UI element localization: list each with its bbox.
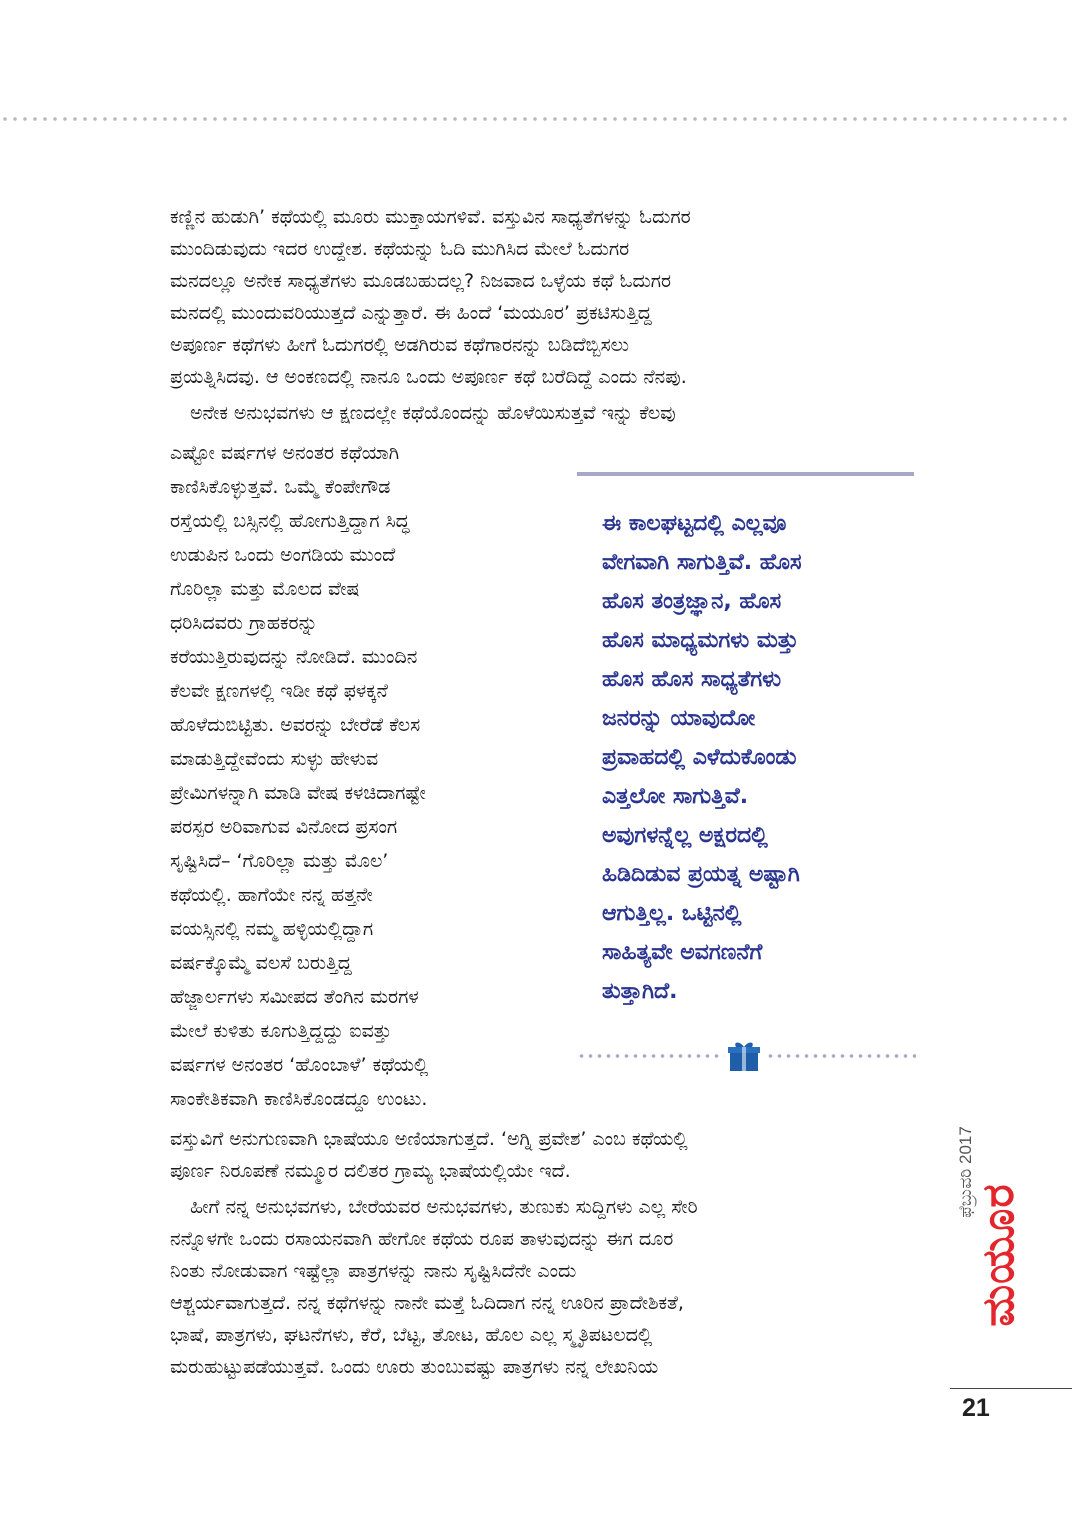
text-line: ಹೀಗೆ ನನ್ನ ಅನುಭವಗಳು, ಬೇರೆಯವರ ಅನುಭವಗಳು, ತುಣುಕು ಸುದ್ದಿಗಳು ಎಲ್ಲ ಸೇರಿ <box>190 1196 698 1218</box>
closing-paragraph <box>170 1126 910 1396</box>
text-line: ಪ್ರಯತ್ನಿಸಿದವು. ಆ ಅಂಕಣದಲ್ಲಿ ನಾನೂ ಒಂದು ಅಪೂರ್ಣ ಕಥೆ ಬರೆದಿದ್ದೆ ಎಂದು ನೆನಪು. <box>170 366 687 388</box>
pull-quote-line: ಪ್ರವಾಹದಲ್ಲಿ ಎಳೆದುಕೊಂಡು <box>602 745 797 770</box>
text-line: ಪೂರ್ಣ ನಿರೂಪಣೆ ನಮ್ಮೂರ ದಲಿತರ ಗ್ರಾಮ್ಯ ಭಾಷೆಯಲ್ಲಿಯೇ ಇದೆ. <box>170 1160 571 1182</box>
magazine-title: ಮಯೂರ <box>973 1183 1024 1327</box>
pull-quote-line: ಆಗುತ್ತಿಲ್ಲ. ಒಟ್ಟಿನಲ್ಲಿ <box>602 901 742 926</box>
text-line: ರಸ್ತೆಯಲ್ಲಿ ಬಸ್ಸಿನಲ್ಲಿ ಹೋಗುತ್ತಿದ್ದಾಗ ಸಿದ್ಧ <box>170 510 410 532</box>
text-line: ನಿಂತು ನೋಡುವಾಗ ಇಷ್ಟೆಲ್ಲಾ ಪಾತ್ರಗಳನ್ನು ನಾನು ಸೃಷ್ಟಿಸಿದೆನೇ ಎಂದು <box>170 1260 577 1282</box>
text-line: ಉಡುಪಿನ ಒಂದು ಅಂಗಡಿಯ ಮುಂದೆ <box>170 544 396 566</box>
text-line: ಪರಸ್ಪರ ಅರಿವಾಗುವ ವಿನೋದ ಪ್ರಸಂಗ <box>170 816 398 838</box>
gift-icon <box>727 1040 761 1072</box>
pull-quote-line: ಹೊಸ ಮಾಧ್ಯಮಗಳು ಮತ್ತು <box>602 628 799 653</box>
pull-quote-line: ಅವುಗಳನ್ನೆಲ್ಲ ಅಕ್ಷರದಲ್ಲಿ <box>602 823 768 848</box>
text-line: ಕಥೆಯಲ್ಲಿ. ಹಾಗೆಯೇ ನನ್ನ ಹತ್ತನೇ <box>170 884 373 906</box>
left-column <box>170 440 540 1120</box>
text-line: ಮರುಹುಟ್ಟುಪಡೆಯುತ್ತವೆ. ಒಂದು ಊರು ತುಂಬುವಷ್ಟು ಪಾತ್ರಗಳು ನನ್ನ ಲೇಖನಿಯ <box>170 1356 659 1378</box>
text-line: ಕೆಲವೇ ಕ್ಷಣಗಳಲ್ಲಿ ಇಡೀ ಕಥೆ ಫಳಕ್ಕನೆ <box>170 680 388 702</box>
text-line: ಸೃಷ್ಟಿಸಿದೆ– ‘ಗೊರಿಲ್ಲಾ ಮತ್ತು ಮೊಲ’ <box>170 850 389 872</box>
text-line: ನನ್ನೊಳಗೇ ಒಂದು ರಸಾಯನವಾಗಿ ಹೇಗೋ ಕಥೆಯ ರೂಪ ತಾಳುವುದನ್ನು ಈಗ ದೂರ <box>170 1228 674 1250</box>
page-number: 21 <box>962 1394 990 1422</box>
pull-quote-line: ತುತ್ತಾಗಿದೆ. <box>602 979 678 1004</box>
text-line: ಮುಂದಿಡುವುದು ಇದರ ಉದ್ದೇಶ. ಕಥೆಯನ್ನು ಓದಿ ಮುಗಿಸಿದ ಮೇಲೆ ಓದುಗರ <box>170 238 630 260</box>
pull-quote-dotted-rule-right <box>766 1053 916 1059</box>
text-line: ಮಾಡುತ್ತಿದ್ದೇವೆಂದು ಸುಳ್ಳು ಹೇಳುವ <box>170 748 379 770</box>
pull-quote-top-rule <box>577 472 914 476</box>
intro-paragraph <box>170 204 910 434</box>
text-line: ವರ್ಷಕ್ಕೊಮ್ಮೆ ವಲಸೆ ಬರುತ್ತಿದ್ದ <box>170 952 352 974</box>
text-line: ಕರೆಯುತ್ತಿರುವುದನ್ನು ನೋಡಿದೆ. ಮುಂದಿನ <box>170 646 418 668</box>
text-line: ಎಷ್ಟೋ ವರ್ಷಗಳ ಅನಂತರ ಕಥೆಯಾಗಿ <box>170 442 400 464</box>
pull-quote-line: ಈ ಕಾಲಘಟ್ಟದಲ್ಲಿ ಎಲ್ಲವೂ <box>602 511 787 536</box>
text-line: ಹೆಜ್ಜಾರ್ಲಗಳು ಸಮೀಪದ ತೆಂಗಿನ ಮರಗಳ <box>170 986 419 1008</box>
text-line: ಸಾಂಕೇತಿಕವಾಗಿ ಕಾಣಿಸಿಕೊಂಡದ್ದೂ ಉಂಟು. <box>170 1088 428 1110</box>
text-line: ವರ್ಷಗಳ ಅನಂತರ ‘ಹೊಂಬಾಳೆ’ ಕಥೆಯಲ್ಲಿ <box>170 1054 429 1076</box>
text-line: ವಸ್ತುವಿಗೆ ಅನುಗುಣವಾಗಿ ಭಾಷೆಯೂ ಅಣಿಯಾಗುತ್ತದೆ. ‘ಅಗ್ನಿ ಪ್ರವೇಶ’ ಎಂಬ ಕಥೆಯಲ್ಲಿ <box>170 1128 688 1150</box>
text-line: ಗೊರಿಲ್ಲಾ ಮತ್ತು ಮೊಲದ ವೇಷ <box>170 578 360 600</box>
pull-quote-line: ಜನರನ್ನು ಯಾವುದೋ <box>602 706 756 731</box>
text-line: ಆಶ್ಚರ್ಯವಾಗುತ್ತದೆ. ನನ್ನ ಕಥೆಗಳನ್ನು ನಾನೇ ಮತ್ತೆ ಓದಿದಾಗ ನನ್ನ ಊರಿನ ಪ್ರಾದೇಶಿಕತೆ, <box>170 1292 684 1314</box>
text-line: ಮನದಲ್ಲೂ ಅನೇಕ ಸಾಧ್ಯತೆಗಳು ಮೂಡಬಹುದಲ್ಲ? ನಿಜವಾದ ಒಳ್ಳೆಯ ಕಥೆ ಓದುಗರ <box>170 270 672 292</box>
text-line: ಧರಿಸಿದವರು ಗ್ರಾಹಕರನ್ನು <box>170 612 318 634</box>
pull-quote-line: ಹೊಸ ತಂತ್ರಜ್ಞಾನ, ಹೊಸ <box>602 589 782 614</box>
text-line: ಭಾಷೆ, ಪಾತ್ರಗಳು, ಘಟನೆಗಳು, ಕೆರೆ, ಬೆಟ್ಟ, ತೋಟ, ಹೊಲ ಎಲ್ಲ ಸ್ಮೃತಿಪಟಲದಲ್ಲಿ <box>170 1324 653 1346</box>
pull-quote-line: ಎತ್ತಲೋ ಸಾಗುತ್ತಿವೆ. <box>602 784 749 809</box>
text-line: ಕಾಣಿಸಿಕೊಳ್ಳುತ್ತವೆ. ಒಮ್ಮೆ ಕೆಂಪೇಗೌಡ <box>170 476 391 498</box>
pull-quote-dotted-rule-left <box>577 1053 724 1059</box>
text-line: ಮೇಲೆ ಕುಳಿತು ಕೂಗುತ್ತಿದ್ದದ್ದು ಐವತ್ತು <box>170 1020 392 1042</box>
pull-quote <box>602 510 912 1030</box>
text-line: ಅನೇಕ ಅನುಭವಗಳು ಆ ಕ್ಷಣದಲ್ಲೇ ಕಥೆಯೊಂದನ್ನು ಹೊಳೆಯಿಸುತ್ತವೆ ಇನ್ನು ಕೆಲವು <box>190 402 676 424</box>
pull-quote-line: ವೇಗವಾಗಿ ಸಾಗುತ್ತಿವೆ. ಹೊಸ <box>602 550 802 575</box>
page-number-rule <box>950 1388 1072 1389</box>
pull-quote-line: ಹೊಸ ಹೊಸ ಸಾಧ್ಯತೆಗಳು <box>602 667 782 692</box>
top-dotted-divider <box>0 116 1072 122</box>
text-line: ಅಪೂರ್ಣ ಕಥೆಗಳು ಹೀಗೆ ಓದುಗರಲ್ಲಿ ಅಡಗಿರುವ ಕಥೆಗಾರನನ್ನು ಬಡಿದೆಬ್ಬಿಸಲು <box>170 334 630 356</box>
pull-quote-line: ಸಾಹಿತ್ಯವೇ ಅವಗಣನೆಗೆ <box>602 940 763 965</box>
issue-date: ಫೆಬ್ರುವರಿ 2017 <box>956 1126 975 1218</box>
text-line: ಕಣ್ಣಿನ ಹುಡುಗಿ’ ಕಥೆಯಲ್ಲಿ ಮೂರು ಮುಕ್ತಾಯಗಳಿವೆ. ವಸ್ತುವಿನ ಸಾಧ್ಯತೆಗಳನ್ನು ಓದುಗರ <box>170 206 691 228</box>
text-line: ಹೊಳೆದುಬಿಟ್ಟಿತು. ಅವರನ್ನು ಬೇರೆಡೆ ಕೆಲಸ <box>170 714 421 736</box>
pull-quote-line: ಹಿಡಿದಿಡುವ ಪ್ರಯತ್ನ ಅಷ್ಟಾಗಿ <box>602 862 800 887</box>
text-line: ಪ್ರೇಮಿಗಳನ್ನಾಗಿ ಮಾಡಿ ವೇಷ ಕಳಚಿದಾಗಷ್ಟೇ <box>170 782 426 804</box>
text-line: ಮನದಲ್ಲಿ ಮುಂದುವರಿಯುತ್ತದೆ ಎನ್ನುತ್ತಾರೆ. ಈ ಹಿಂದೆ ‘ಮಯೂರ’ ಪ್ರಕಟಿಸುತ್ತಿದ್ದ <box>170 302 652 324</box>
text-line: ವಯಸ್ಸಿನಲ್ಲಿ ನಮ್ಮ ಹಳ್ಳಿಯಲ್ಲಿದ್ದಾಗ <box>170 918 374 940</box>
